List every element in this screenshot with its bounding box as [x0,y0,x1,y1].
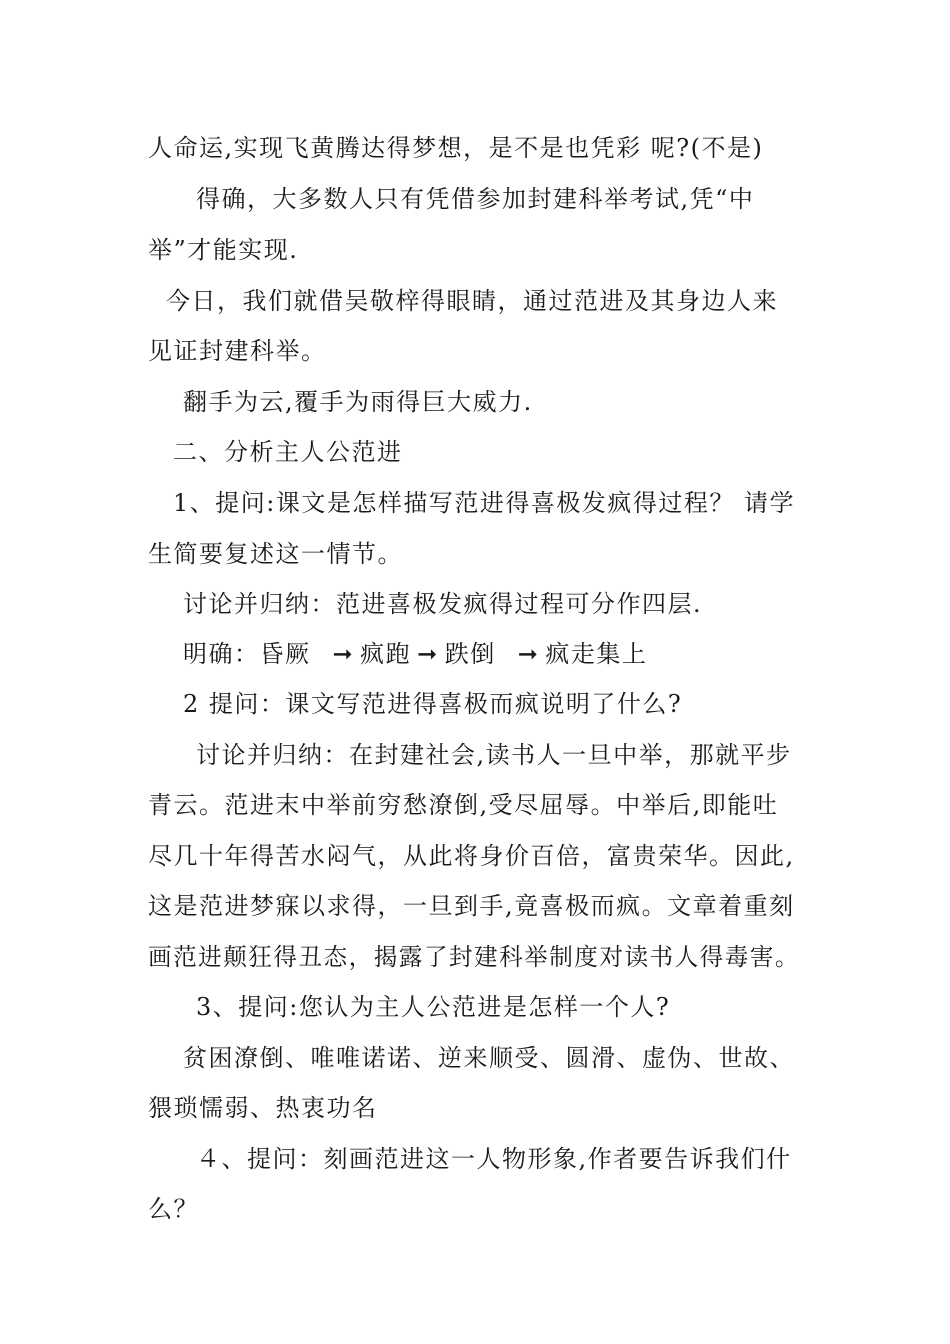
step-1: 昏厥 [259,640,311,668]
text-line-20: 猥琐懦弱、热衷功名 [148,1094,378,1122]
text-line-22: 么？ [148,1195,199,1223]
text-line-1: 人命运,实现飞黄腾达得梦想，是不是也凭彩 呢?(不是) [148,134,764,162]
text-line-8: 1、提问:课文是怎样描写范进得喜极发疯得过程？ 请学 [173,489,795,517]
arrow-icon: ➞ [517,640,540,668]
arrow-icon: ➞ [417,640,439,668]
steps-label: 明确： [183,640,260,668]
step-2: 疯跑 [360,640,412,668]
arrow-icon: ➞ [332,640,355,668]
step-3: 跌倒 [444,640,496,668]
section-heading: 二、分析主人公范进 [173,438,403,466]
text-line-13: 讨论并归纳：在封建社会,读书人一旦中举，那就平步 [196,741,792,769]
text-line-21: ４、提问：刻画范进这一人物形象,作者要告诉我们什 [196,1145,792,1173]
step-4: 疯走集上 [545,640,648,668]
text-line-18: 3、提问:您认为主人公范进是怎样一个人? [196,993,671,1021]
text-line-15: 尽几十年得苦水闷气，从此将身价百倍，富贵荣华。因此, [148,842,795,870]
text-line-4: 今日，我们就借吴敬梓得眼睛，通过范进及其身边人来 [166,287,778,315]
text-line-14: 青云。范进末中举前穷愁潦倒,受尽屈辱。中举后,即能吐 [148,791,779,819]
text-line-17: 画范进颠狂得丑态，揭露了封建科举制度对读书人得毒害。 [148,943,800,971]
text-line-2: 得确，大多数人只有凭借参加封建科举考试,凭“中 [196,185,755,213]
text-line-9: 生简要复述这一情节。 [148,540,403,568]
text-line-16: 这是范进梦寐以求得，一旦到手,竟喜极而疯。文章着重刻 [148,892,795,920]
steps-line [183,639,647,669]
text-line-5: 见证封建科举。 [148,337,327,365]
text-line-19: 贫困潦倒、唯唯诺诺、逆来顺受、圆滑、虚伪、世故、 [183,1044,795,1072]
text-line-3: 举”才能实现. [148,236,299,264]
text-line-10: 讨论并归纳：范进喜极发疯得过程可分作四层. [183,590,703,618]
text-line-12: 2 提问：课文写范进得喜极而疯说明了什么? [183,690,683,718]
text-line-6: 翻手为云,覆手为雨得巨大威力. [183,388,533,416]
